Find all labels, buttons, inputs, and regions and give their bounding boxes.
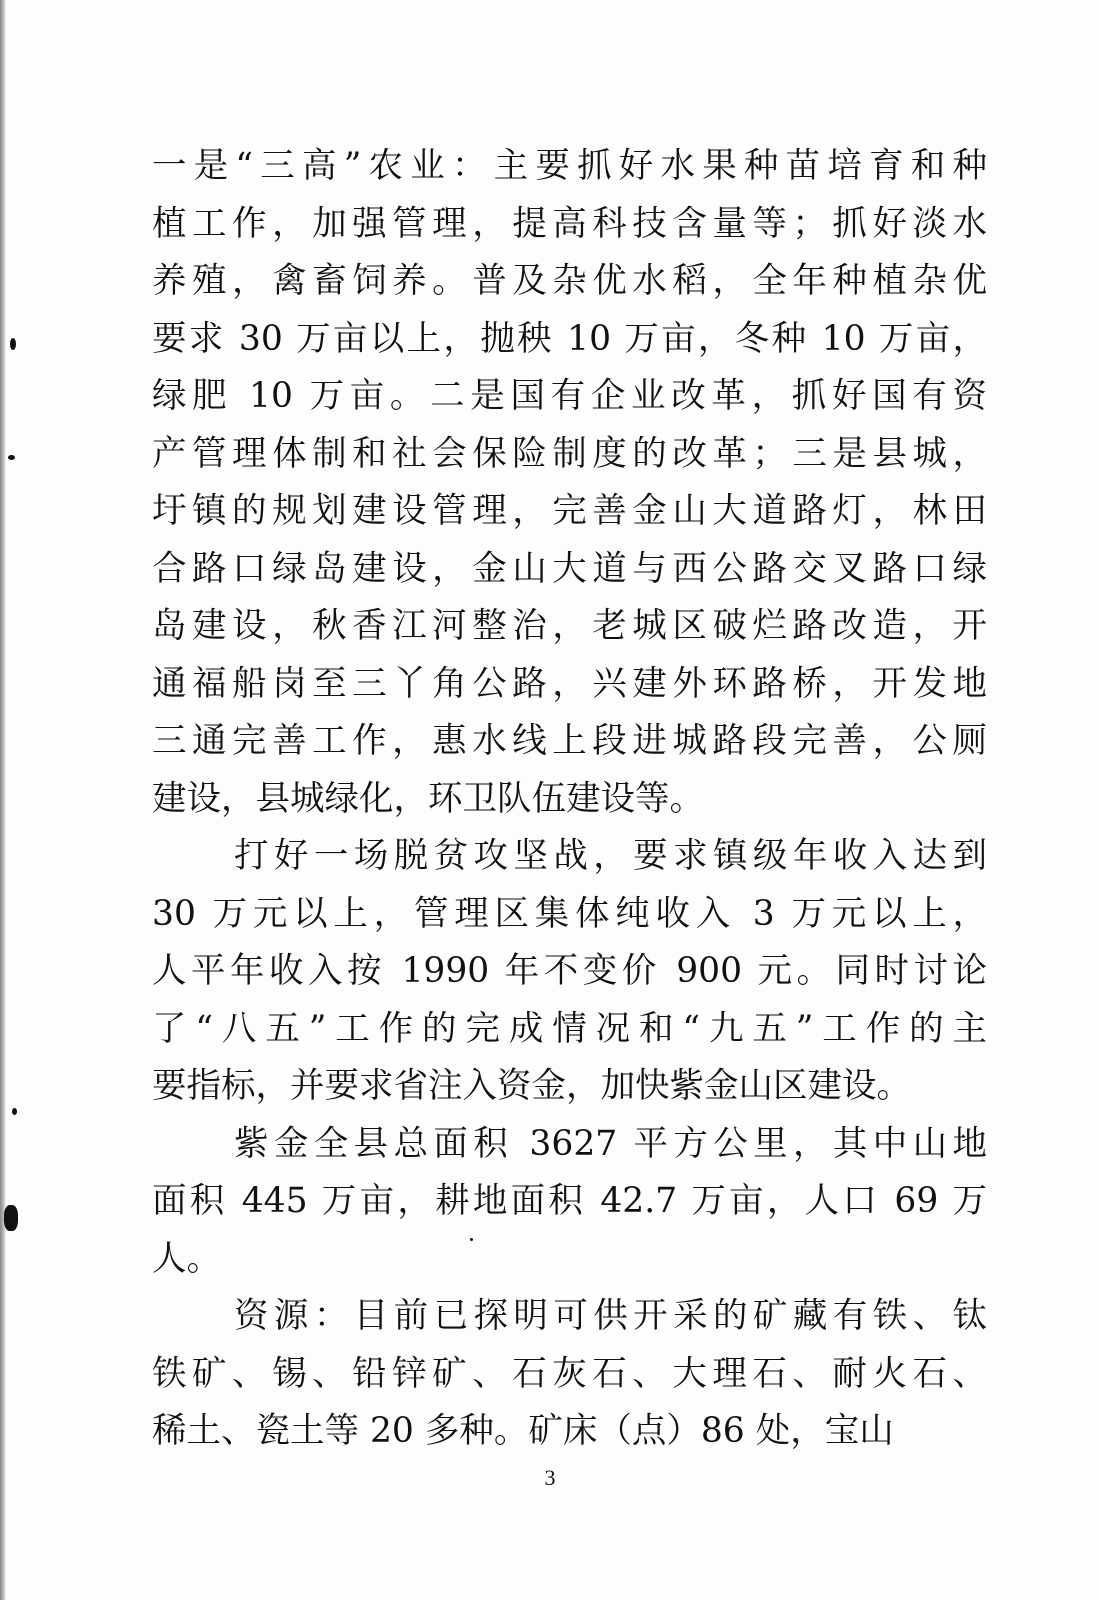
scan-left-edge-shadow — [0, 0, 6, 1600]
text-line: 了“八五”工作的完成情况和“九五”工作的主 — [152, 1008, 987, 1049]
paragraph — [152, 138, 987, 828]
text-line: 产管理体制和社会保险制度的改革；三是县城， — [152, 433, 987, 474]
scan-speck — [8, 455, 15, 460]
text-line: 要指标，并要求省注入资金，加快紫金山区建设。 — [152, 1066, 911, 1106]
text-line: 合路口绿岛建设，金山大道与西公路交叉路口绿 — [152, 548, 987, 589]
scan-speck — [12, 1108, 17, 1115]
text-line: 岛建设，秋香江河整治，老城区破烂路改造，开 — [152, 606, 987, 646]
text-line: 通福船岗至三丫角公路，兴建外环路桥，开发地 — [152, 663, 987, 704]
text-line: 要求 30 万亩以上，抛秧 10 万亩，冬种 10 万亩， — [152, 318, 987, 359]
text-line: 面积 445 万亩，耕地面积 42.7 万亩，人口 69 万 — [152, 1181, 987, 1221]
text-line: 一是“三高”农业：主要抓好水果种苗培育和种 — [152, 146, 987, 186]
scan-speck — [10, 338, 16, 350]
text-line: 人平年收入按 1990 年不变价 900 元。同时讨论 — [152, 951, 987, 991]
text-line: 绿肥 10 万亩。二是国有企业改革，抓好国有资 — [152, 376, 987, 416]
paragraph — [152, 1288, 987, 1461]
text-line: 铁矿、锡、铅锌矿、石灰石、大理石、耐火石、 — [152, 1353, 987, 1394]
text-line: 打好一场脱贫攻坚战，要求镇级年收入达到 — [234, 836, 987, 876]
text-line: 三通完善工作，惠水线上段进城路段完善，公厕 — [152, 721, 987, 761]
paragraph — [152, 1116, 987, 1289]
text-line: 30 万元以上，管理区集体纯收入 3 万元以上， — [152, 893, 987, 934]
text-line: 人。 — [152, 1238, 221, 1279]
text-line: 植工作，加强管理，提高科技含量等；抓好淡水 — [152, 203, 987, 244]
text-line: 紫金全县总面积 3627 平方公里，其中山地 — [234, 1123, 987, 1164]
scan-speck — [4, 1205, 18, 1231]
paragraph — [152, 828, 987, 1116]
page-number: 3 — [544, 1465, 556, 1490]
text-line: 圩镇的规划建设管理，完善金山大道路灯，林田 — [152, 491, 987, 531]
text-line: 建设，县城绿化，环卫队伍建设等。 — [152, 778, 704, 819]
text-line: 养殖，禽畜饲养。普及杂优水稻，全年种植杂优 — [152, 261, 987, 301]
text-line: 稀土、瓷土等 20 多种。矿床（点）86 处，宝山 — [152, 1411, 894, 1451]
text-line: 资源：目前已探明可供开采的矿藏有铁、钛 — [234, 1296, 987, 1336]
body-text — [152, 138, 987, 1461]
